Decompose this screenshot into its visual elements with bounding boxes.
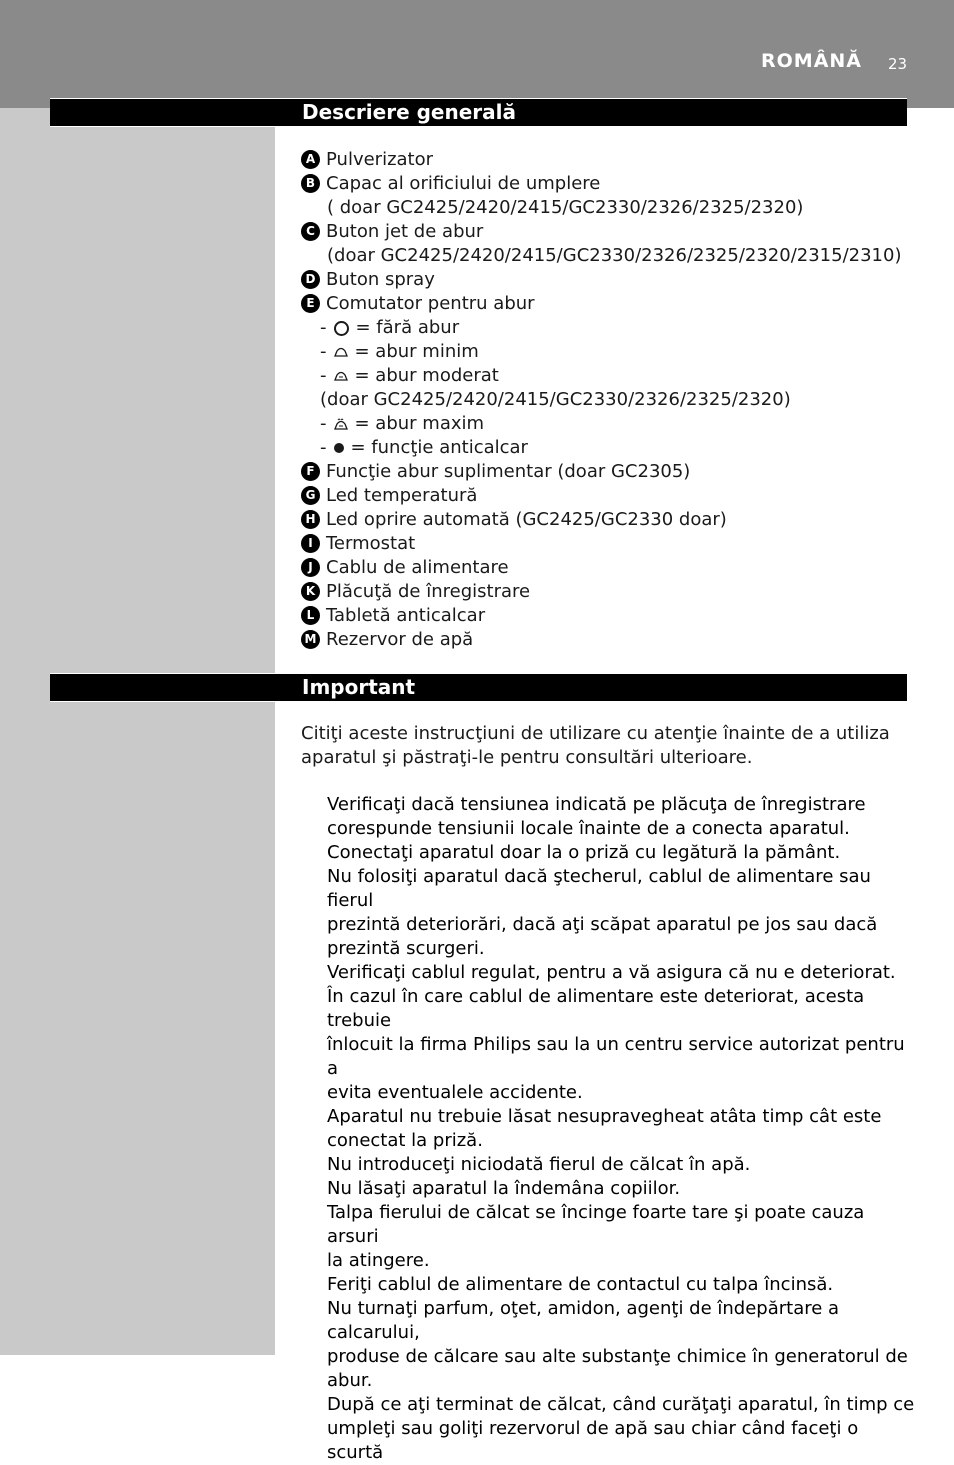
warning-line: conectat la priză. (327, 1130, 483, 1151)
steam-max-icon (334, 417, 348, 431)
item-label: Plăcuţă de înregistrare (326, 581, 531, 602)
important-intro (301, 722, 911, 770)
steam-option-text: = abur minim (354, 341, 479, 362)
warning-line: Nu folosiţi aparatul dacă ştecherul, cablul de alimentare sau fierul (327, 866, 871, 911)
section-bar-important (50, 673, 907, 702)
item-label: Buton jet de abur (326, 221, 484, 242)
warning-line: umpleţi sau goliţi rezervorul de apă sau chiar când faceţi o scurtă (327, 1418, 859, 1463)
anticalc-dot-icon (334, 443, 344, 453)
intro-line: Citiţi aceste instrucţiuni de utilizare cu atenţie înainte de a utiliza (301, 723, 890, 744)
steam-option: - = funcţie anticalcar (320, 437, 528, 458)
left-margin-column (0, 108, 275, 1355)
item-label: Comutator pentru abur (326, 293, 535, 314)
item-label: Led oprire automată (GC2425/GC2330 doar) (326, 509, 727, 530)
letter-badge: F (301, 462, 320, 481)
letter-badge: G (301, 486, 320, 505)
warning-line: Nu introduceţi niciodată fierul de călcat în apă. (327, 1154, 751, 1175)
steam-min-icon (334, 346, 348, 358)
item-label: Cablu de alimentare (326, 557, 509, 578)
item-label: Led temperatură (326, 485, 478, 506)
section-bar-general (50, 98, 907, 127)
steam-option: - = abur minim (320, 341, 479, 362)
list-item (301, 628, 911, 652)
warning-line: În cazul în care cablul de alimentare este deteriorat, acesta trebuie (327, 986, 865, 1031)
list-item (301, 268, 911, 292)
warning-line: abur. (327, 1370, 373, 1391)
list-item (301, 292, 911, 316)
steam-option-text: = fără abur (355, 317, 460, 338)
warning-line: Conectaţi aparatul doar la o priză cu legătură la pământ. (327, 842, 841, 863)
warning-line: prezintă deteriorări, dacă aţi scăpat aparatul pe jos sau dacă (327, 914, 878, 935)
warning-line: la atingere. (327, 1250, 430, 1271)
letter-badge: M (301, 630, 320, 649)
letter-badge: L (301, 606, 320, 625)
letter-badge: D (301, 270, 320, 289)
steam-option-note: (doar GC2425/2420/2415/GC2330/2326/2325/2320) (320, 389, 791, 410)
item-label: Pulverizator (326, 149, 434, 170)
item-note: (doar GC2425/2420/2415/GC2330/2326/2325/2320/2315/2310) (327, 245, 902, 266)
warning-line: Verificaţi cablul regulat, pentru a vă asigura că nu e deteriorat. (327, 962, 896, 983)
item-label: Tabletă anticalcar (326, 605, 486, 626)
list-item (301, 532, 911, 556)
list-item (301, 580, 911, 604)
item-label: Termostat (326, 533, 416, 554)
steam-option-text: = abur maxim (354, 413, 485, 434)
warnings-list (327, 793, 917, 1465)
warning-line: prezintă scurgeri. (327, 938, 485, 959)
list-item (301, 484, 911, 508)
section-title-general: Descriere generală (302, 100, 516, 124)
warning-line: Nu turnaţi parfum, oţet, amidon, agenţi de îndepărtare a calcarului, (327, 1298, 840, 1343)
list-item (301, 508, 911, 532)
warning-line: Aparatul nu trebuie lăsat nesupravegheat atâta timp cât este (327, 1106, 882, 1127)
item-label: Capac al orificiului de umplere (326, 173, 601, 194)
letter-badge: K (301, 582, 320, 601)
page-number: 23 (888, 55, 908, 73)
steam-option-text: = abur moderat (354, 365, 499, 386)
letter-badge: E (301, 294, 320, 313)
parts-list (301, 148, 911, 652)
warning-line: Nu lăsaţi aparatul la îndemâna copiilor. (327, 1178, 681, 1199)
warning-line: După ce aţi terminat de călcat, când curăţaţi aparatul, în timp ce (327, 1394, 915, 1415)
off-circle-icon (334, 321, 349, 336)
warning-line: înlocuit la firma Philips sau la un centru service autorizat pentru a (327, 1034, 905, 1079)
section-title-important: Important (302, 675, 416, 699)
letter-badge: C (301, 222, 320, 241)
steam-option: - = abur maxim (320, 413, 485, 434)
item-label: Buton spray (326, 269, 435, 290)
item-note: ( doar GC2425/2420/2415/GC2330/2326/2325/2320) (327, 197, 804, 218)
item-label: Rezervor de apă (326, 629, 474, 650)
list-item (301, 460, 911, 484)
letter-badge: A (301, 150, 320, 169)
list-item (301, 604, 911, 628)
list-item (301, 556, 911, 580)
warning-line: evita eventualele accidente. (327, 1082, 583, 1103)
warning-line: Verificaţi dacă tensiunea indicată pe plăcuţa de înregistrare (327, 794, 866, 815)
item-label: Funcţie abur suplimentar (doar GC2305) (326, 461, 691, 482)
letter-badge: J (301, 558, 320, 577)
list-item (301, 172, 911, 196)
warning-line: Feriţi cablul de alimentare de contactul cu talpa încinsă. (327, 1274, 834, 1295)
letter-badge: B (301, 174, 320, 193)
warning-line: corespunde tensiunii locale înainte de a conecta aparatul. (327, 818, 850, 839)
list-item (301, 220, 911, 244)
steam-option-text: = funcţie anticalcar (350, 437, 528, 458)
steam-option: - = abur moderat (320, 365, 499, 386)
list-item (301, 148, 911, 172)
steam-option: - = fără abur (320, 317, 460, 338)
warning-line: Talpa fierului de călcat se încinge foarte tare şi poate cauza arsuri (327, 1202, 865, 1247)
language-title: ROMÂNĂ (761, 50, 862, 72)
letter-badge: I (301, 534, 320, 553)
warning-line: produse de călcare sau alte substanţe chimice în generatorul de (327, 1346, 908, 1367)
intro-line: aparatul şi păstraţi-le pentru consultări ulterioare. (301, 747, 753, 768)
letter-badge: H (301, 510, 320, 529)
steam-moderate-icon (334, 370, 348, 382)
